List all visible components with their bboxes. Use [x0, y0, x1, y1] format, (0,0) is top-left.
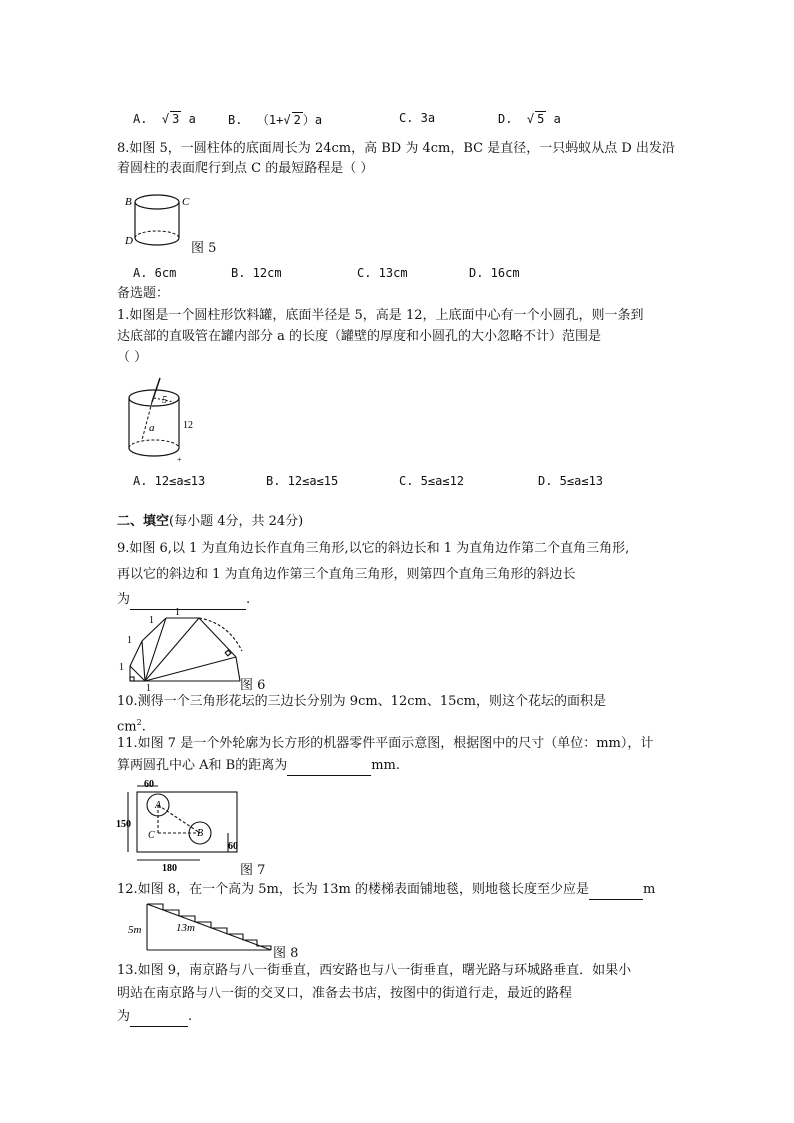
q12-answer-blank[interactable] [589, 881, 643, 900]
backup-text-line3: （ ） [117, 350, 148, 365]
figure-7-caption: 图 7 [240, 863, 266, 878]
backup-text-line1: 1.如图是一个圆柱形饮料罐，底面半径是 5，高是 12，上底面中心有一个小圆孔，则一条到 [117, 308, 644, 323]
q8-option-b: B. 12cm [231, 266, 282, 280]
can-label-a: a [149, 422, 155, 434]
fig7-label-150: 150 [116, 819, 131, 830]
section-2-note: (每小题 4分，共 24分) [169, 514, 304, 529]
section-2-heading [117, 513, 303, 531]
q13-text-line3: 为 . [117, 1008, 192, 1027]
fig5-label-b: B [125, 196, 132, 208]
q10-text-line1: 10.测得一个三角形花坛的三边长分别为 9cm、12cm、15cm，则这个花坛的面积是 [117, 694, 606, 709]
q13-answer-blank[interactable] [130, 1008, 188, 1027]
figure-8-caption: 图 8 [273, 946, 299, 961]
fig5-label-d: D [125, 235, 133, 247]
backup-option-a: A. 12≤a≤13 [133, 474, 206, 488]
fig6-label-1e: 1 [175, 607, 180, 618]
fig8-label-5m: 5m [128, 924, 142, 936]
q9-text-line2: 再以它的斜边和 1 为直角边作第三个直角三角形，则第四个直角三角形的斜边长 [117, 567, 576, 582]
fig8-label-13m: 13m [176, 922, 195, 934]
q13-text-line2: 明站在南京路与八一街的交叉口，准备去书店，按图中的街道行走，最近的路程 [117, 986, 573, 1001]
q8-text-line2: 着圆柱的表面爬行到点 C 的最短路程是（ ） [117, 161, 374, 176]
q9-text-line1: 9.如图 6,以 1 为直角边长作直角三角形,以它的斜边长和 1 为直角边作第二个直角三角形, [117, 541, 630, 556]
q7-option-a: A. √ 3 a [133, 112, 196, 126]
q10-text-line2: $cm^2$. [117, 718, 146, 735]
figure-5-caption: 图 5 [191, 241, 217, 256]
q11-answer-blank[interactable] [287, 757, 371, 776]
can-label-12: 12 [183, 420, 193, 431]
q7-option-b: B. （1+√ 2 ）a [228, 113, 323, 127]
backup-option-b: B. 12≤a≤15 [266, 474, 339, 488]
backup-option-d: D. 5≤a≤13 [538, 474, 604, 488]
q8-option-a: A. 6cm [133, 266, 177, 280]
fig6-label-1a: 1 [119, 662, 124, 673]
svg-text:+: + [177, 455, 182, 464]
fig7-label-180: 180 [162, 863, 177, 874]
fig6-label-1d: 1 [149, 615, 154, 626]
fig7-label-c: C [148, 830, 155, 841]
backup-heading: 备选题： [117, 286, 170, 301]
fig7-label-b: B [197, 828, 204, 839]
backup-option-c: C. 5≤a≤12 [399, 474, 465, 488]
q7-option-d: D. √ 5 a [498, 112, 561, 126]
q11-text-line1: 11.如图 7 是一个外轮廓为长方形的机器零件平面示意图，根据图中的尺寸（单位：mm），计 [117, 736, 654, 751]
q7-option-c: C. 3a [399, 111, 436, 125]
fig7-label-60-top: 60 [144, 779, 154, 790]
q11-text-line2: 算两圆孔中心 A和 B的距离为 mm. [117, 757, 400, 776]
q8-option-c: C. 13cm [357, 266, 408, 280]
q9-text-line3: 为 . [117, 591, 250, 610]
figure-8-stairs [125, 898, 275, 958]
fig7-label-60-right: 60 [228, 841, 238, 852]
q8-text-line1: 8.如图 5，一圆柱体的底面周长为 24cm，高 BD 为 4cm，BC 是直径，一只蚂蚁从点 D 出发沿 [117, 141, 675, 156]
figure-6-caption: 图 6 [240, 678, 266, 693]
backup-text-line2: 达底部的直吸管在罐内部分 a 的长度（罐壁的厚度和小圆孔的大小忽略不计）范围是 [117, 329, 602, 344]
fig7-label-a: A [155, 800, 162, 811]
fig5-label-c: C [182, 196, 190, 208]
can-label-5: 5 [162, 395, 167, 406]
q13-text-line1: 13.如图 9，南京路与八一街垂直，西安路也与八一街垂直，曙光路与环城路垂直．如果小 [117, 963, 632, 978]
q12-text-line1: 12.如图 8，在一个高为 5m，长为 13m 的楼梯表面铺地毯，则地毯长度至少应是 m [117, 881, 655, 900]
fig6-label-1b: 1 [146, 683, 151, 694]
q8-option-d: D. 16cm [469, 266, 520, 280]
figure-5-cylinder [124, 190, 194, 252]
fig6-label-1c: 1 [127, 635, 132, 646]
figure-7-machine-part [116, 778, 246, 874]
figure-can [122, 376, 202, 466]
section-2-title: 二、填空 [117, 514, 170, 529]
